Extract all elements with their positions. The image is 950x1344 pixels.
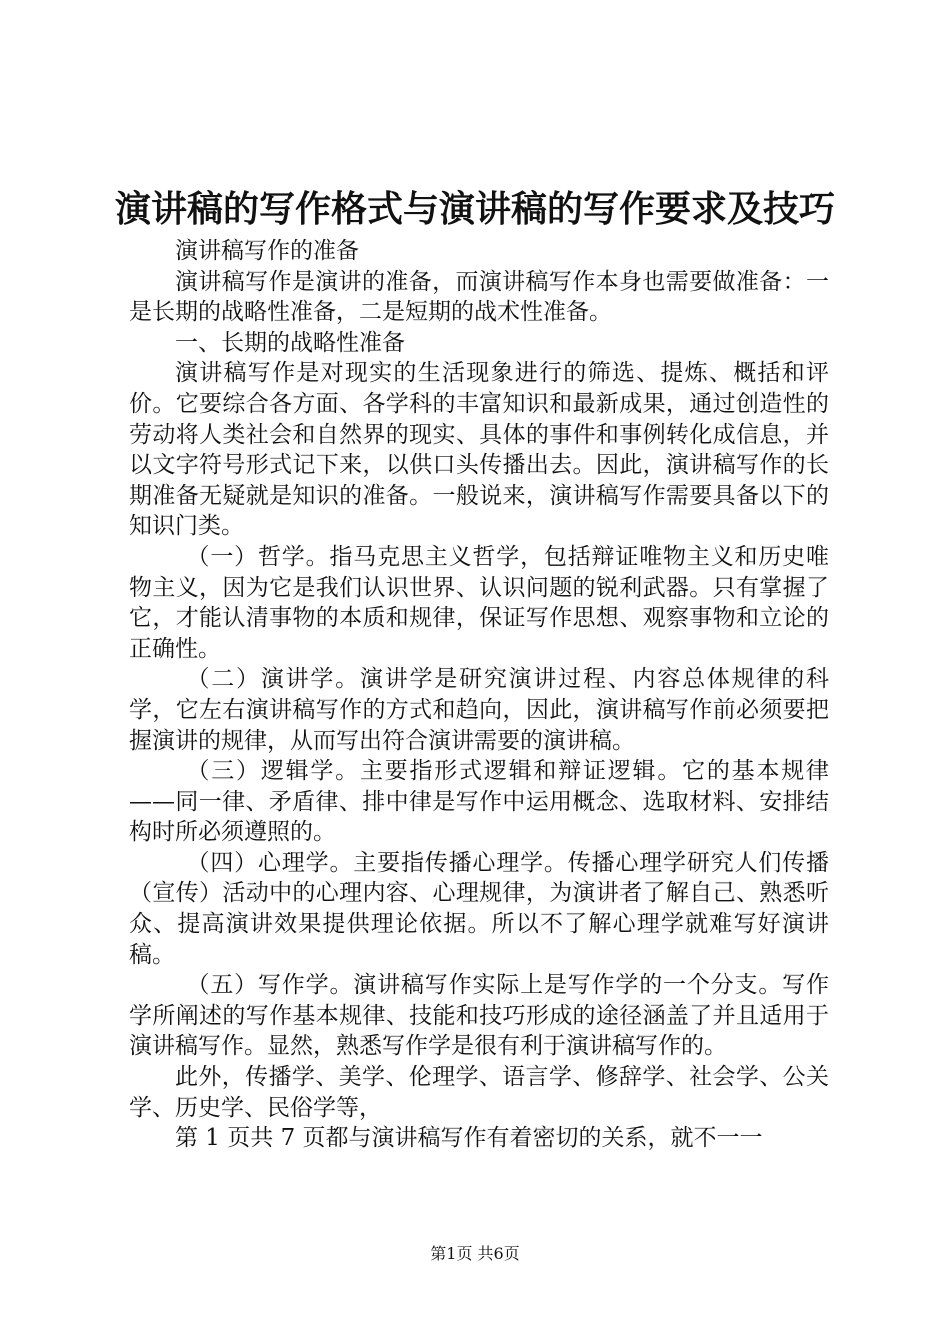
paragraph: 第 1 页共 7 页都与演讲稿写作有着密切的关系，就不一一 bbox=[175, 1125, 763, 1152]
list-item-philosophy: （一）哲学。指马克思主义哲学，包括辩证唯物主义和历史唯物主义，因为它是我们认识世界、认识问题的锐利武器。只有掌握了它，才能认清事物的本质和规律，保证写作思想、观察事物和立论的正确性。 bbox=[129, 543, 829, 662]
paragraph: 演讲稿写作是对现实的生活现象进行的筛选、提炼、概括和评价。它要综合各方面、各学科的丰富知识和最新成果，通过创造性的劳动将人类社会和自然界的现实、具体的事件和事例转化成信息，并以文字符号形式记下来，以供口头传播出去。因此，演讲稿写作的长期准备无疑就是知识的准备。一般说来，演讲稿写作需要具备以下的知识门类。 bbox=[129, 360, 829, 540]
document-body bbox=[129, 236, 829, 1154]
list-item-writing: （五）写作学。演讲稿写作实际上是写作学的一个分支。写作学所阐述的写作基本规律、技能和技巧形成的途径涵盖了并且适用于演讲稿写作。显然，熟悉写作学是很有利于演讲稿写作的。 bbox=[129, 972, 829, 1060]
section-heading: 演讲稿写作的准备 bbox=[175, 238, 359, 264]
document-title: 演讲稿的写作格式与演讲稿的写作要求及技巧 bbox=[114, 188, 835, 230]
paragraph: 此外，传播学、美学、伦理学、语言学、修辞学、社会学、公关学、历史学、民俗学等， bbox=[129, 1064, 829, 1121]
list-item-psychology: （四）心理学。主要指传播心理学。传播心理学研究人们传播（宣传）活动中的心理内容、心理规律，为演讲者了解自己、熟悉听众、提高演讲效果提供理论依据。所以不了解心理学就难写好演讲稿。 bbox=[129, 849, 829, 968]
paragraph: 演讲稿写作是演讲的准备，而演讲稿写作本身也需要做准备：一是长期的战略性准备，二是短期的战术性准备。 bbox=[129, 268, 829, 326]
page-footer: 第1页 共6页 bbox=[430, 1244, 520, 1263]
list-item-speech-studies: （二）演讲学。演讲学是研究演讲过程、内容总体规律的科学，它左右演讲稿写作的方式和趋向，因此，演讲稿写作前必须要把握演讲的规律，从而写出符合演讲需要的演讲稿。 bbox=[129, 666, 829, 754]
section-heading: 一、长期的战略性准备 bbox=[175, 329, 405, 356]
list-item-logic: （三）逻辑学。主要指形式逻辑和辩证逻辑。它的基本规律——同一律、矛盾律、排中律是写作中运用概念、选取材料、安排结构时所必须遵照的。 bbox=[129, 758, 829, 846]
